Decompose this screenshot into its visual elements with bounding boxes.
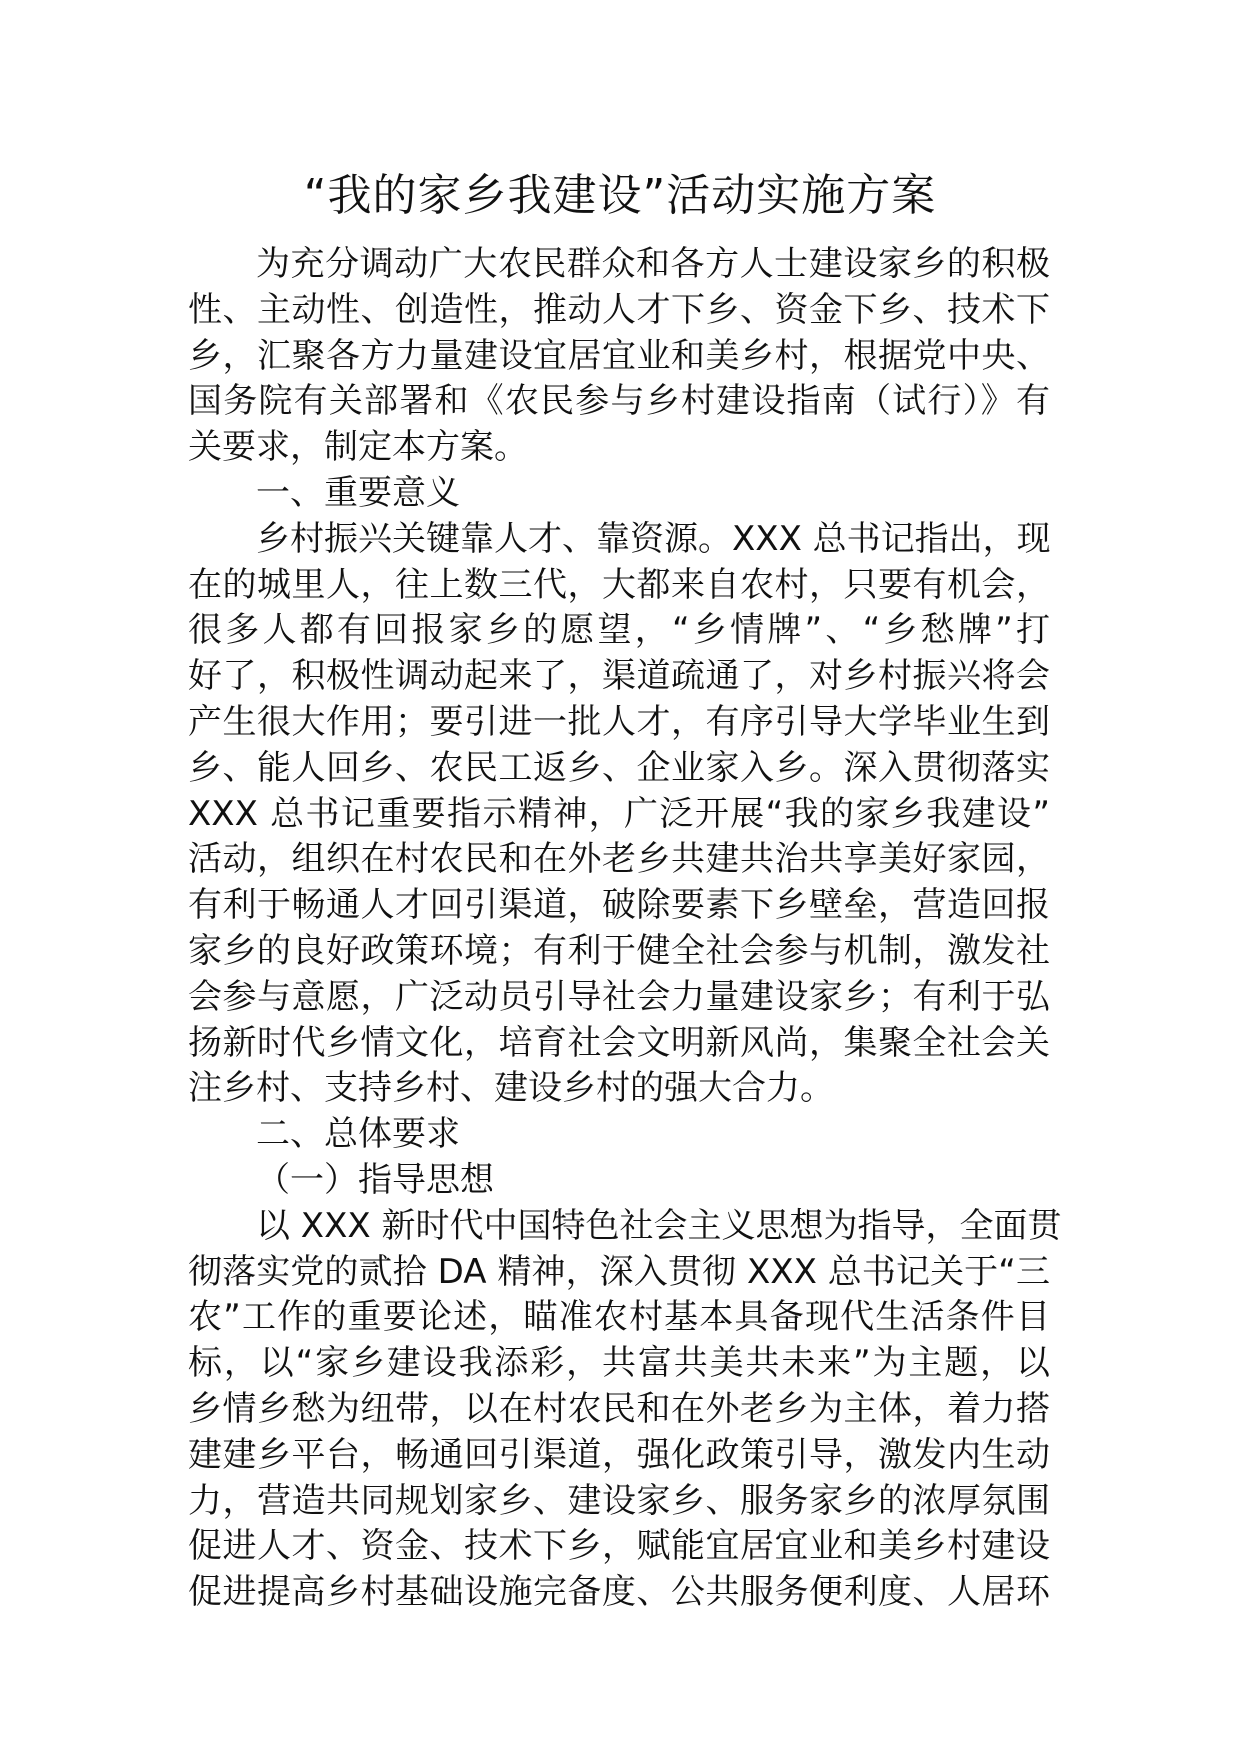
- subsection-heading: （一）指导思想: [256, 1159, 494, 1200]
- text-line: 乡村振兴关键靠人才、靠资源。XXX 总书记指出，现: [256, 518, 1051, 559]
- text-line: 活动，组织在村农民和在外老乡共建共治共享美好家园，: [188, 839, 1050, 880]
- text-line: 有利于畅通人才回引渠道，破除要素下乡壁垒，营造回报: [188, 885, 1050, 926]
- text-line: 产生很大作用；要引进一批人才，有序引导大学毕业生到: [188, 701, 1050, 742]
- text-line: 会参与意愿，广泛动员引导社会力量建设家乡；有利于弘: [188, 976, 1050, 1017]
- text-line: 促进人才、资金、技术下乡，赋能宜居宜业和美乡村建设: [188, 1526, 1050, 1567]
- text-line: 在的城里人，往上数三代，大都来自农村，只要有机会，: [188, 564, 1050, 605]
- text-line: 为充分调动广大农民群众和各方人士建设家乡的积极: [256, 244, 1050, 284]
- text-line: 促进提高乡村基础设施完备度、公共服务便利度、人居环: [188, 1572, 1050, 1613]
- text-line: 力，营造共同规划家乡、建设家乡、服务家乡的浓厚氛围: [188, 1480, 1050, 1521]
- text-line: 性、主动性、创造性，推动人才下乡、资金下乡、技术下: [188, 289, 1050, 330]
- text-line: 乡、能人回乡、农民工返乡、企业家入乡。深入贯彻落实: [188, 747, 1050, 788]
- section-heading: 一、重要意义: [256, 472, 460, 513]
- text-line: 家乡的良好政策环境；有利于健全社会参与机制，激发社: [188, 930, 1050, 971]
- text-line: XXX 总书记重要指示精神，广泛开展“我的家乡我建设”: [188, 793, 1050, 834]
- text-line: 扬新时代乡情文化，培育社会文明新风尚，集聚全社会关: [188, 1022, 1050, 1063]
- text-line: 乡，汇聚各方力量建设宜居宜业和美乡村，根据党中央、: [188, 335, 1050, 376]
- document-body: [188, 242, 1062, 1616]
- text-line: 国务院有关部署和《农民参与乡村建设指南（试行）》有: [188, 381, 1050, 422]
- document-title: “我的家乡我建设”活动实施方案: [303, 170, 937, 221]
- text-line: 彻落实党的贰拾 DA 精神，深入贯彻 XXX 总书记关于“三: [188, 1251, 1050, 1292]
- text-line: 农”工作的重要论述，瞄准农村基本具备现代生活条件目: [188, 1297, 1050, 1338]
- text-line: 注乡村、支持乡村、建设乡村的强大合力。: [188, 1068, 834, 1109]
- section-heading: 二、总体要求: [256, 1114, 460, 1155]
- text-line: 以 XXX 新时代中国特色社会主义思想为指导，全面贯: [256, 1205, 1062, 1246]
- text-line: 关要求，制定本方案。: [188, 427, 528, 468]
- text-line: 乡情乡愁为纽带，以在村农民和在外老乡为主体，着力搭: [188, 1388, 1050, 1429]
- text-line: 建建乡平台，畅通回引渠道，强化政策引导，激发内生动: [188, 1434, 1050, 1475]
- text-line: 标，以“家乡建设我添彩，共富共美共未来”为主题，以: [188, 1343, 1050, 1384]
- text-line: 好了，积极性调动起来了，渠道疏通了，对乡村振兴将会: [188, 656, 1050, 697]
- text-line: 很多人都有回报家乡的愿望，“乡情牌”、“乡愁牌”打: [188, 610, 1050, 651]
